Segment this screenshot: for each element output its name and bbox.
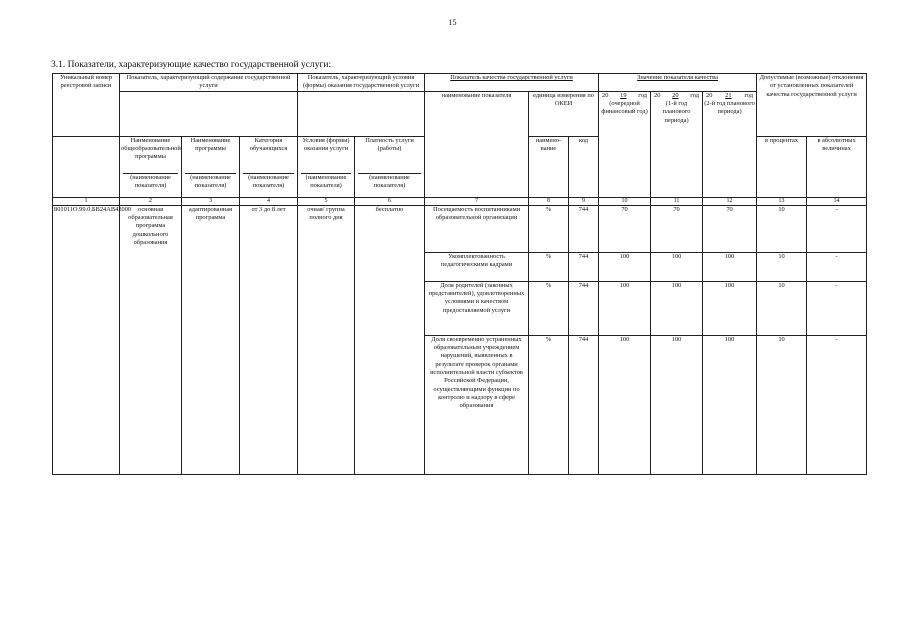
quality-indicators-table xyxy=(52,73,867,475)
record-conditions: очная/ группа полного дня xyxy=(298,205,355,474)
column-number: 4 xyxy=(240,197,298,205)
indicator-value-2: 100 xyxy=(651,281,703,335)
indicator-code: 744 xyxy=(569,281,599,335)
header-year-1: 20 19 год (очередной финансовый год) xyxy=(599,91,651,197)
indicator-code: 744 xyxy=(569,335,599,474)
header-quality-name: наименование показателя xyxy=(425,91,529,197)
column-number: 13 xyxy=(757,197,807,205)
indicator-unit: % xyxy=(529,335,569,474)
header-unit-code: код xyxy=(569,136,599,197)
column-number: 10 xyxy=(599,197,651,205)
indicator-value-3: 100 xyxy=(703,252,757,281)
indicator-absolute: - xyxy=(807,252,867,281)
header-content-blank xyxy=(120,91,298,136)
indicator-percent: 10 xyxy=(757,252,807,281)
header-conditions: Показатель, характеризующий условия (формы) оказания государственной услуги xyxy=(298,74,425,92)
column-number: 3 xyxy=(182,197,240,205)
indicator-unit: % xyxy=(529,252,569,281)
section-title: 3.1. Показатели, характеризующие качество государственной услуги: xyxy=(51,60,332,70)
header-sub-program: Наименование общеобразовательной программы (наименование показателя) xyxy=(120,136,182,197)
header-sub-category: Категория обучающихся (наименование показателя) xyxy=(240,136,298,197)
indicator-code: 744 xyxy=(569,205,599,252)
header-row-1 xyxy=(53,74,867,92)
record-id: 801011О.99.0.БВ24АВ42000 xyxy=(53,205,120,474)
header-year-3: 20 21 год (2-й год планового периода) xyxy=(703,91,757,197)
header-conditions-blank xyxy=(298,91,425,136)
indicator-percent: 10 xyxy=(757,281,807,335)
column-numbers-row xyxy=(53,197,867,205)
column-number: 14 xyxy=(807,197,867,205)
record-category: от 3 до 8 лет xyxy=(240,205,298,474)
indicator-percent: 10 xyxy=(757,205,807,252)
header-quality: Показатель качества государственной услуги xyxy=(425,74,599,92)
record-program-type: адаптированная программа xyxy=(182,205,240,474)
indicator-name: Укомплектованность педагогическими кадрами xyxy=(425,252,529,281)
header-year-2: 20 20 год (1-й год планового периода) xyxy=(651,91,703,197)
indicator-value-1: 100 xyxy=(599,335,651,474)
indicator-value-1: 100 xyxy=(599,252,651,281)
indicator-name: Доля своевременно устраненных образовательным учреждением нарушений, выявленных в результате проверок органами исполнительной власти субъектов Российской Федерации, осуществляющими функции по контролю и надзору в сфере образования xyxy=(425,335,529,474)
column-number: 9 xyxy=(569,197,599,205)
indicator-value-2: 100 xyxy=(651,252,703,281)
header-unit: единица измерения по ОКЕИ xyxy=(529,91,599,136)
header-record-id: Уникальный номер реестровой записи xyxy=(53,74,120,137)
indicator-absolute: - xyxy=(807,281,867,335)
indicator-unit: % xyxy=(529,205,569,252)
column-number: 8 xyxy=(529,197,569,205)
record-payment: бесплатно xyxy=(355,205,425,474)
indicator-value-3: 100 xyxy=(703,281,757,335)
header-record-blank xyxy=(53,136,120,197)
indicator-value-3: 100 xyxy=(703,335,757,474)
indicator-unit: % xyxy=(529,281,569,335)
data-row-1 xyxy=(53,205,867,252)
header-sub-payment: Платность услуги (работы) (наименование показателя) xyxy=(355,136,425,197)
indicator-value-1: 70 xyxy=(599,205,651,252)
indicator-absolute: - xyxy=(807,335,867,474)
header-unit-name: наимено-вание xyxy=(529,136,569,197)
indicator-code: 744 xyxy=(569,252,599,281)
indicator-value-2: 70 xyxy=(651,205,703,252)
indicator-name: Доля родителей (законных представителей), удовлетворенных условиями и качеством предоставляемой услуги xyxy=(425,281,529,335)
indicator-percent: 10 xyxy=(757,335,807,474)
column-number: 11 xyxy=(651,197,703,205)
indicator-value-2: 100 xyxy=(651,335,703,474)
header-percent: в процентах xyxy=(757,136,807,197)
indicator-absolute: - xyxy=(807,205,867,252)
column-number: 2 xyxy=(120,197,182,205)
header-deviation: Допустимые (возможные) отклонения от установленных показателей качества государственной услуги xyxy=(757,74,867,137)
header-row-2 xyxy=(53,91,867,136)
indicator-name: Посещаемость воспитанниками образовательной организации xyxy=(425,205,529,252)
indicator-value-1: 100 xyxy=(599,281,651,335)
record-program: основная образовательная программа дошкольного образования xyxy=(120,205,182,474)
header-absolute: в абсолютных величинах xyxy=(807,136,867,197)
column-number: 12 xyxy=(703,197,757,205)
column-number: 7 xyxy=(425,197,529,205)
header-values: Значение показателя качества xyxy=(599,74,757,92)
column-number: 1 xyxy=(53,197,120,205)
column-number: 5 xyxy=(298,197,355,205)
header-sub-conditions: Условия (формы) оказания услуги (наименование показателя) xyxy=(298,136,355,197)
header-sub-program-type: Наименование программы (наименование показателя) xyxy=(182,136,240,197)
header-content: Показатель, характеризующий содержание государственной услуги xyxy=(120,74,298,92)
page-number: 15 xyxy=(448,18,457,27)
indicator-value-3: 70 xyxy=(703,205,757,252)
column-number: 6 xyxy=(355,197,425,205)
